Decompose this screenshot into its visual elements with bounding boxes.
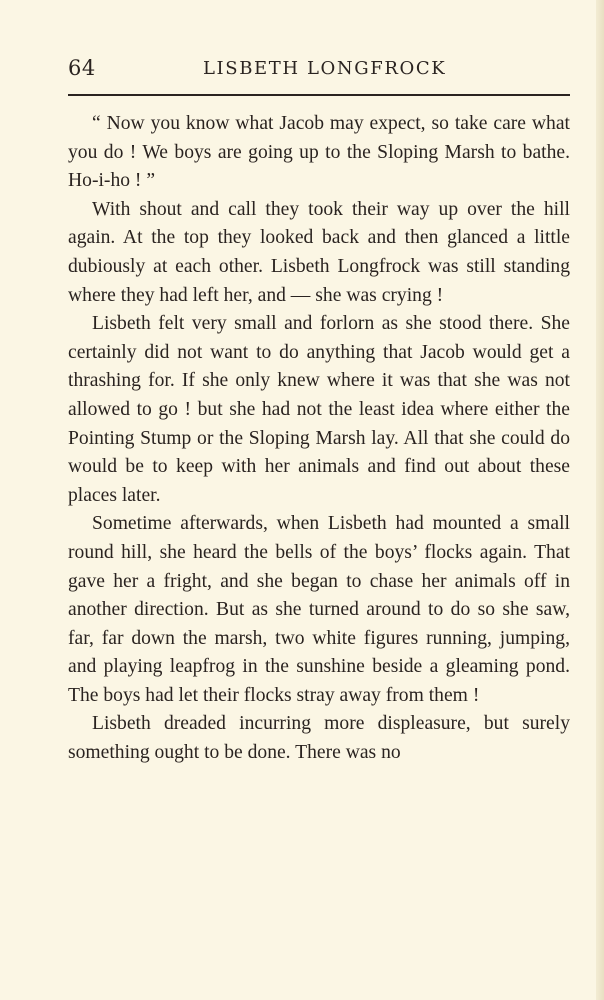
page-header (68, 52, 570, 88)
paragraph: With shout and call they took their way up over the hill again. At the top they looked back and then glanced a little dubiously at each other. Lisbeth Longfrock was still standing where they had left her, and — she was crying ! (68, 198, 570, 306)
running-head: LISBETH LONGFROCK (203, 58, 447, 79)
paragraph: Sometime afterwards, when Lisbeth had mounted a small round hill, she heard the bells of the boys’ flocks again. That gave her a fright, and she began to chase her animals off in another direction. But as she turned around to do so she saw, far, far down the marsh, two white figures running, jumping, and playing leapfrog in the sunshine beside a gleaming pond. The boys had let their flocks stray away from them ! (68, 513, 570, 706)
header-rule (68, 94, 570, 96)
page-number: 64 (68, 56, 96, 80)
body-text (68, 110, 570, 768)
paragraph: Lisbeth dreaded incurring more displeasure, but surely something ought to be done. There was no (68, 713, 570, 764)
page-edge (596, 0, 604, 1000)
paragraph: “ Now you know what Jacob may expect, so take care what you do ! We boys are going up to the Sloping Marsh to bathe. Ho-i-ho ! ” (68, 113, 570, 192)
paragraph: Lisbeth felt very small and forlorn as she stood there. She certainly did not want to do anything that Jacob would get a thrashing for. If she only knew where it was that she was not allowed to go ! but she had not the least idea where either the Pointing Stump or the Sloping Marsh lay. All that she could do would be to keep with her animals and find out about these places later. (68, 313, 570, 506)
